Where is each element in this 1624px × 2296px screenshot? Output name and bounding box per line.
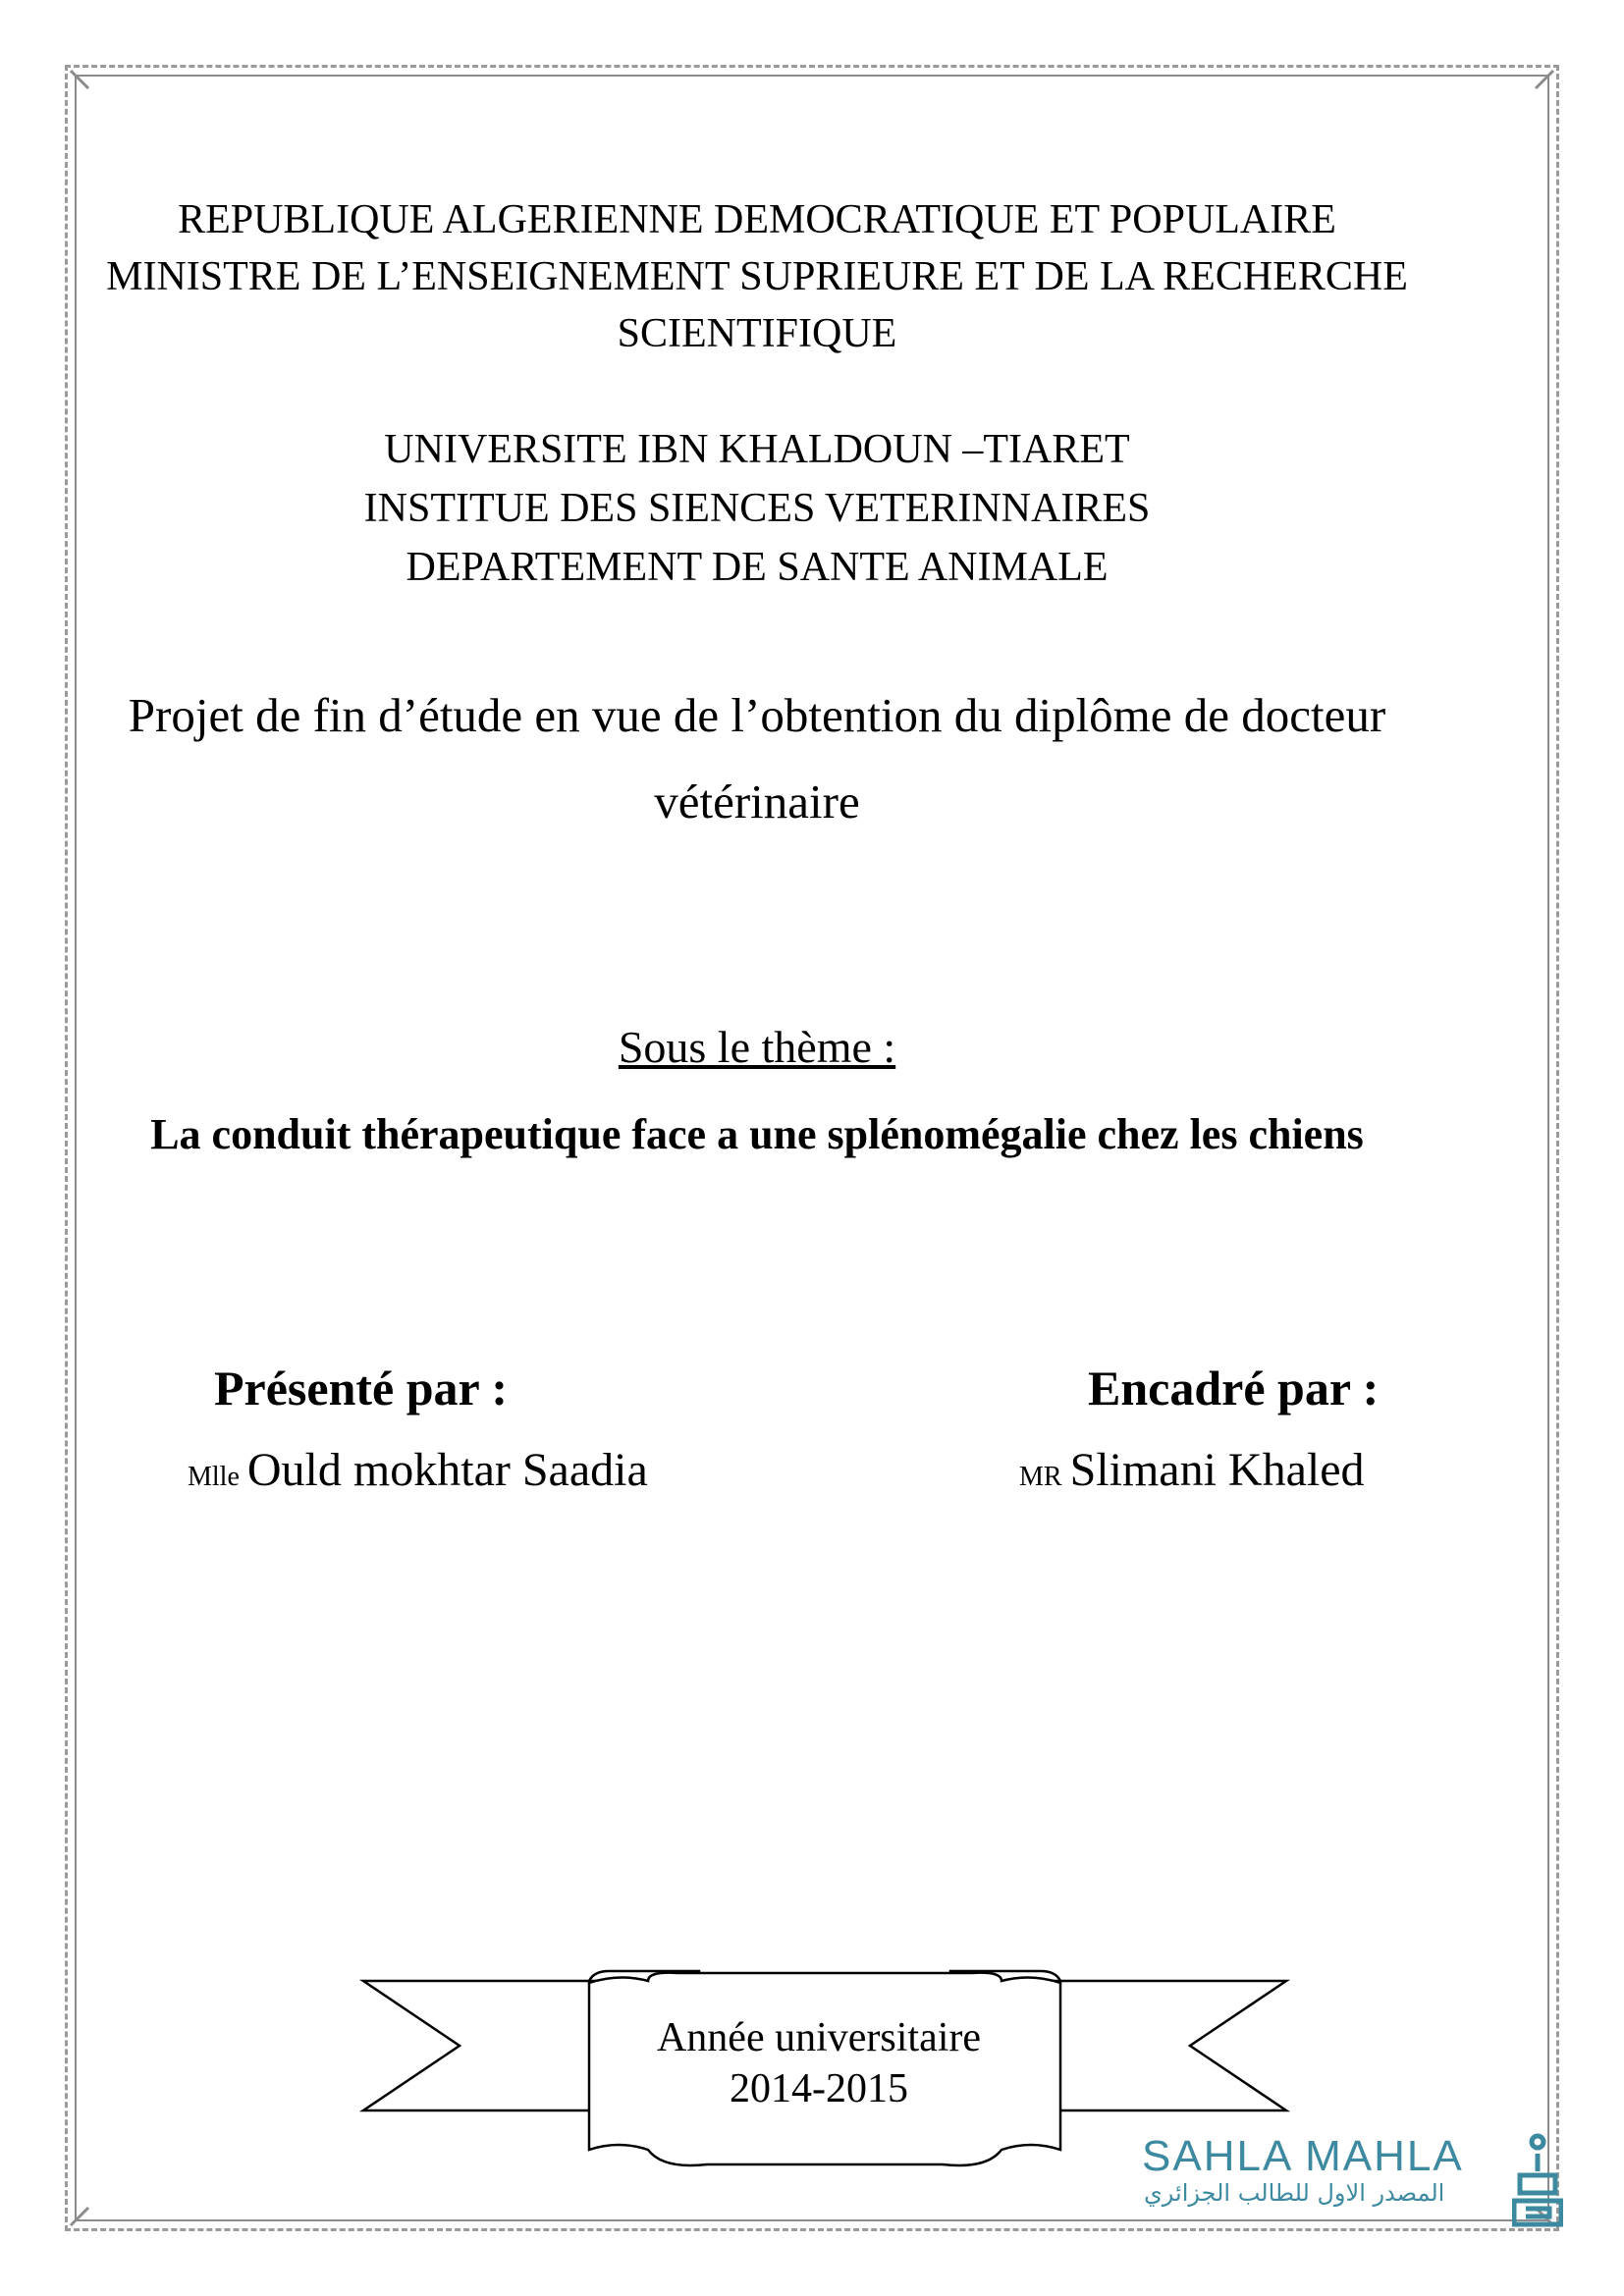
header-scientifique: SCIENTIFIQUE [617, 311, 897, 356]
student-prefix: Mlle [188, 1462, 240, 1492]
projet-line-1: Projet de fin d’étude en vue de l’obtention du diplôme de docteur [128, 688, 1386, 742]
institute-name: INSTITUE DES SIENCES VETERINNAIRES [363, 486, 1151, 531]
header-republique: REPUBLIQUE ALGERIENNE DEMOCRATIQUE ET POPULAIRE [178, 197, 1336, 242]
annee-block [593, 2012, 1045, 2114]
supervisor-prefix: MR [1019, 1462, 1062, 1492]
supervisor-name-text: Slimani Khaled [1069, 1444, 1365, 1496]
university-name: UNIVERSITE IBN KHALDOUN –TIARET [384, 427, 1130, 472]
watermark-brand: SAHLA MAHLA [1142, 2132, 1464, 2180]
department-name: DEPARTEMENT DE SANTE ANIMALE [406, 545, 1109, 590]
theme-title: La conduit thérapeutique face a une splénomégalie chez les chiens [150, 1110, 1364, 1158]
corner-ornament-top-right [1534, 69, 1555, 90]
watermark-logo-icon [1512, 2132, 1563, 2230]
presente-heading: Présenté par : [214, 1361, 508, 1415]
annee-years: 2014-2015 [730, 2066, 908, 2111]
student-name [188, 1443, 648, 1497]
encadre-heading: Encadré par : [1088, 1361, 1380, 1415]
theme-label [0, 1021, 1569, 1073]
watermark-tagline: المصدر الاول للطالب الجزائري [1144, 2179, 1445, 2207]
corner-ornament-bottom-left [69, 2206, 90, 2227]
corner-ornament-top-left [69, 69, 90, 90]
theme-label-text: Sous le thème : [618, 1022, 896, 1072]
header-ministere: MINISTRE DE L’ENSEIGNEMENT SUPRIEURE ET DE LA RECHERCHE [106, 254, 1408, 299]
projet-line-2: vétérinaire [654, 774, 860, 828]
supervisor-name [1019, 1443, 1365, 1497]
student-name-text: Ould mokhtar Saadia [246, 1444, 648, 1496]
annee-label: Année universitaire [656, 2015, 982, 2060]
